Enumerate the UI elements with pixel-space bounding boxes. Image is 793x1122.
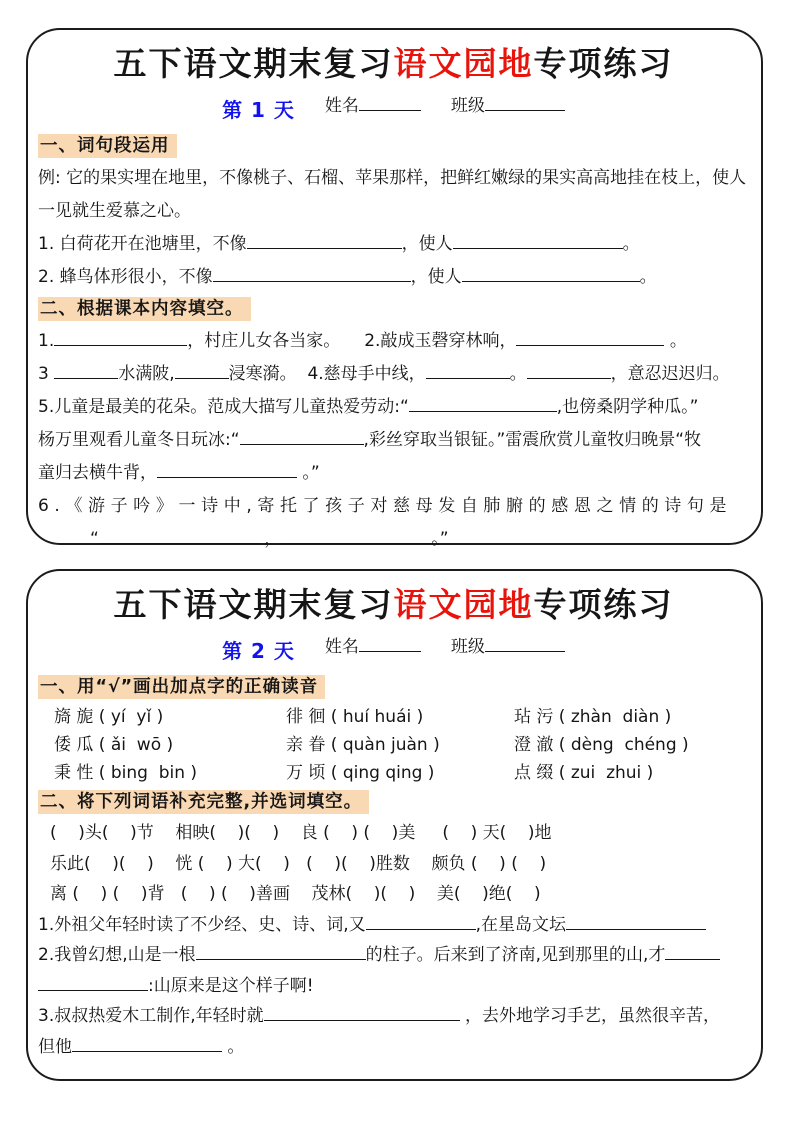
text-run: ，使人 <box>401 234 453 254</box>
blank-line <box>366 911 476 929</box>
text-run: 旖 旎 ( yí yǐ ) <box>54 707 164 727</box>
section-header-label: 二、将下列词语补充完整,并选词填空。 <box>38 790 369 814</box>
text-run: ,在星岛文坛 <box>475 914 567 935</box>
text-run: 童归去横牛背， <box>38 463 157 483</box>
spacer <box>340 345 364 346</box>
worksheet-card-day1 <box>26 28 763 549</box>
blank-line <box>54 361 118 379</box>
fill-item <box>38 228 749 261</box>
word-row <box>38 879 749 910</box>
pinyin-row <box>38 759 749 787</box>
text-run: 。 <box>639 267 657 287</box>
title-highlight: 语文园地 <box>393 585 534 624</box>
blank-line <box>175 361 229 379</box>
fill-item <box>38 940 749 971</box>
fill-item <box>38 325 749 358</box>
blank-line <box>196 942 366 960</box>
fill-item <box>38 971 749 1002</box>
text-run: 徘 徊 ( huí huái ) <box>286 707 424 727</box>
text-run: 1. <box>38 331 55 351</box>
blank-line <box>247 231 402 249</box>
section-word-completion <box>38 789 749 1062</box>
text-run: 但他 <box>38 1036 72 1057</box>
word-row <box>38 818 749 849</box>
section-pronunciation <box>38 674 749 787</box>
blank-line <box>38 972 148 990</box>
text-run: 乐此( )( ) 恍 ( ) 大( ) ( )( )胜数 颇负 ( ) ( ) <box>50 853 547 874</box>
text-run: ,也傍桑阴学种瓜。” <box>556 397 699 417</box>
blank-line <box>453 231 623 249</box>
section-header <box>38 789 749 815</box>
title-suffix: 专项练习 <box>533 585 674 624</box>
blank-line <box>409 394 557 412</box>
text-run: “ <box>90 529 99 549</box>
name-class-line <box>325 631 565 664</box>
page-title <box>38 585 749 625</box>
word-row <box>38 849 749 880</box>
text-run: 浸寒漪。 4.慈母手中线， <box>228 364 426 384</box>
blank-line <box>99 526 259 544</box>
text-run: 2.敲成玉磬穿林响， <box>364 331 517 351</box>
blank-line <box>213 264 411 282</box>
fill-item <box>38 424 749 457</box>
pinyin-row <box>38 731 749 759</box>
spacer <box>421 651 451 652</box>
text-run: 。 <box>509 364 527 384</box>
fill-item <box>38 457 749 490</box>
text-run: 秉 性 ( bing bin ) <box>54 763 198 783</box>
text-run: 例: 它的果实埋在地里，不像桃子、石榴、苹果那样，把鲜红嫩绿的果实高高地挂在枝上，使人一见就生爱慕之心。 <box>38 168 747 221</box>
blank-line <box>485 93 565 111</box>
section-header <box>38 296 749 322</box>
text-run: 亲 眷 ( quàn juàn ) <box>286 735 440 755</box>
blank-line <box>54 328 187 346</box>
text-run: 万 顷 ( qing qing ) <box>286 763 435 783</box>
section-textbook-fill <box>38 296 749 556</box>
text-run: 3 <box>38 364 55 384</box>
spacer <box>38 898 50 899</box>
text-run: ，意忍迟迟归。 <box>610 364 730 384</box>
blank-line <box>264 1003 460 1021</box>
page-title <box>38 44 749 84</box>
pinyin-row <box>38 703 749 731</box>
section-header-label: 二、根据课本内容填空。 <box>38 297 251 321</box>
text-run: 1. 白荷花开在池塘里，不像 <box>38 234 247 254</box>
text-run: 2.我曾幻想,山是一根 <box>38 945 196 965</box>
text-run: 。 <box>622 234 640 254</box>
text-run: 班级 <box>450 96 485 116</box>
text-run: ， <box>258 529 282 549</box>
fill-item <box>38 358 749 391</box>
name-class-line <box>325 90 565 123</box>
fill-item <box>38 261 749 294</box>
text-run: 澄 澈 ( dèng chéng ) <box>514 735 689 755</box>
meta-row <box>38 90 749 123</box>
worksheet-card-day2 <box>26 569 763 1081</box>
text-run: 姓名 <box>324 637 359 657</box>
section-header-label: 一、用“√”画出加点字的正确读音 <box>38 675 325 699</box>
title-prefix: 五下语文期末复习 <box>113 44 394 83</box>
text-run: 。 <box>222 1036 245 1057</box>
text-run: 倭 瓜 ( ǎi wō ) <box>54 735 174 755</box>
fill-item <box>38 1032 749 1063</box>
section-header <box>38 133 749 159</box>
fill-item <box>38 1001 749 1032</box>
text-run: ，去外地学习手艺，虽然很辛苦， <box>459 1006 721 1026</box>
text-run: ，使人 <box>410 267 462 287</box>
title-prefix: 五下语文期末复习 <box>113 585 394 624</box>
title-highlight: 语文园地 <box>393 44 534 83</box>
text-run: ( )头( )节 相映( )( ) 良 ( ) ( )美 ( ) 天( )地 <box>50 823 552 843</box>
fill-item <box>38 910 749 941</box>
blank-line <box>485 634 565 652</box>
example-paragraph <box>38 162 749 228</box>
blank-line <box>157 460 297 478</box>
spacer <box>42 777 54 778</box>
section-header <box>38 674 749 700</box>
spacer <box>421 110 451 111</box>
text-run: 5.儿童是最美的花朵。范成大描写儿童热爱劳动:“ <box>38 397 409 417</box>
text-run: 3.叔叔热爱木工制作,年轻时就 <box>38 1006 264 1026</box>
text-run: 。” <box>297 463 320 483</box>
title-suffix: 专项练习 <box>533 44 674 83</box>
blank-line <box>72 1033 222 1051</box>
text-run: :山原来是这个样子啊! <box>148 975 314 996</box>
text-run: 离 ( ) ( )背 ( ) ( )善画 茂林( )( ) 美( )绝( ) <box>50 884 541 904</box>
day-label: 第 1 天 <box>222 98 295 122</box>
blank-line <box>426 361 510 379</box>
blank-line <box>516 328 664 346</box>
blank-line <box>665 942 720 960</box>
text-run: 的柱子。后来到了济南,见到那里的山,才 <box>365 945 666 965</box>
blank-line <box>527 361 611 379</box>
text-run: 。 <box>664 331 687 351</box>
text-run: 6.《游子吟》一诗中,寄托了孩子对慈母发自肺腑的感恩之情的诗句是 <box>38 496 733 516</box>
blank-line <box>359 634 421 652</box>
text-run: 。” <box>431 529 449 549</box>
spacer <box>42 749 54 750</box>
fill-item <box>38 490 749 523</box>
blank-line <box>566 911 706 929</box>
fill-item <box>38 391 749 424</box>
text-run: 玷 污 ( zhàn diàn ) <box>514 707 672 727</box>
fill-item <box>38 523 749 556</box>
spacer <box>38 543 90 544</box>
section-header-label: 一、词句段运用 <box>38 134 177 158</box>
text-run: 杨万里观看儿童冬日玩冰:“ <box>38 430 240 450</box>
spacer <box>42 721 54 722</box>
text-run: 点 缀 ( zui zhui ) <box>514 763 654 783</box>
spacer <box>38 837 50 838</box>
spacer <box>38 868 50 869</box>
blank-line <box>462 264 640 282</box>
text-run: 2. 蜂鸟体形很小，不像 <box>38 267 213 287</box>
text-run: ，村庄儿女各当家。 <box>187 331 341 351</box>
blank-line <box>240 427 364 445</box>
text-run: ,彩丝穿取当银钲。”雷震欣赏儿童牧归晚景“牧 <box>363 430 702 450</box>
text-run: 班级 <box>450 637 485 657</box>
day-label: 第 2 天 <box>222 639 295 663</box>
blank-line <box>281 526 431 544</box>
text-run: 姓名 <box>324 96 359 116</box>
meta-row <box>38 631 749 664</box>
text-run: 水满陂, <box>118 364 175 384</box>
blank-line <box>359 93 421 111</box>
text-run: 1.外祖父年轻时读了不少经、史、诗、词,又 <box>38 914 366 935</box>
section-word-usage <box>38 133 749 294</box>
